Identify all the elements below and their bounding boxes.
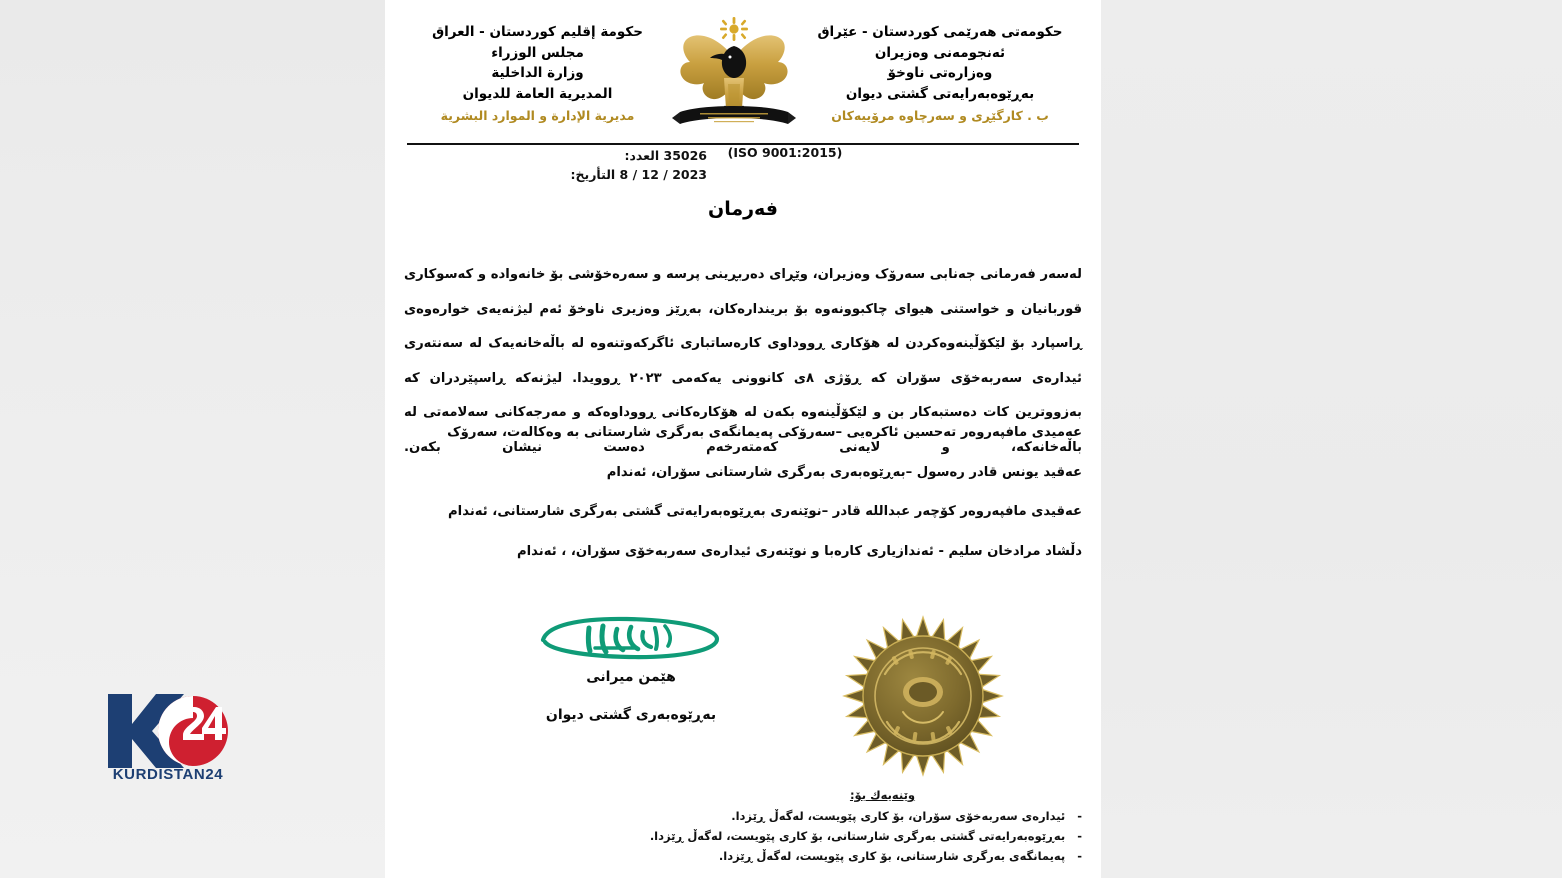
reference-number-label: العدد: <box>624 148 660 163</box>
distribution-item-text: پەیمانگەی بەرگری شارستانی، بۆ کاری پێویست، لەگەڵ ڕێزدا. <box>718 849 1066 864</box>
committee-member-3: عەقیدی مافپەروەر کۆچەر عبدالله قادر –نوێنەری بەڕێوەبەرایەتی گشتی بەرگری شارستانی، ئەندام <box>448 504 1082 519</box>
letterhead-ar-line-4: المديرية العامة للديوان <box>462 85 613 102</box>
signature-block <box>491 612 771 723</box>
handwritten-signature-icon <box>491 612 771 667</box>
letterhead-ku-line-3: وەزارەتی ناوخۆ <box>887 65 993 82</box>
reference-number-value: 35026 <box>663 148 707 163</box>
distribution-item <box>649 826 1090 846</box>
distribution-list <box>649 788 1090 866</box>
distribution-items <box>649 806 1090 866</box>
letterhead <box>385 8 1101 140</box>
distribution-item-text: ئیدارەی سەربەخۆی سۆران، بۆ کاری پێویست، لەگەڵ ڕێزدا. <box>731 809 1066 823</box>
letterhead-ar-department: مديرية الإدارة و الموارد البشرية <box>440 108 635 124</box>
letterhead-kurdish-column <box>810 22 1070 125</box>
svg-text:KURDISTAN24: KURDISTAN24 <box>112 766 224 782</box>
iso-certification-label: (ISO 9001:2015) <box>727 145 843 160</box>
kurdistan24-logo <box>98 684 238 782</box>
body-paragraph-1: لەسەر فەرمانی جەنابی سەرۆک وەزیران، وێڕای دەربڕینی پرسە و سەرەخۆشی بۆ خانەوادە و کەسوکاری قوربانیان و خواستنی هیوای چاکبوونەوە بۆ بریندارەکان، بەڕێز وەزیری ناوخۆ ئەم لیژنەیەی خوارەوەی ڕاسپارد بۆ لێکۆڵینەوەکردن لە هۆکاری ڕووداوی کارەساتباری ئاگرکەوتنەوە لە باڵەخانەیەک لە سەنتەری ئیدارەی سەربەخۆی سۆران کە ڕۆژی ٨ی کانوونی یەکەمی ٢٠٢٣ ڕوویدا. لیژنەکە ڕاسپێردران کە بەزووترین کات دەستبەکار بن و لێکۆڵینەوە بکەن لە هۆکارەکانی ڕووداوەکە و مەرجەکانی سەلامەتی لە باڵەخانەکە، و لایەنی کەمتەرخەم دەست نیشان بکەن. <box>404 267 1082 455</box>
reference-date-label: التأريخ: <box>570 167 616 183</box>
list-dash-marker: - <box>1077 829 1082 844</box>
list-dash-marker: - <box>1077 809 1082 823</box>
committee-member-4: دڵشاد مرادخان سلیم - ئەندازیاری کارەبا و نوێنەری ئیدارەی سەربەخۆی سۆران، ، ئەندام <box>516 543 1082 559</box>
committee-members-list <box>404 425 1082 583</box>
committee-member-2: عەقید یونس قادر رەسول –بەڕێوەبەری بەرگری شارستانی سۆران، ئەندام <box>606 464 1082 480</box>
distribution-item <box>675 846 1090 866</box>
signatory-role: بەڕێوەبەری گشتی دیوان <box>545 707 717 723</box>
letterhead-ku-line-4: بەڕێوەبەرایەتی گشتی دیوان <box>845 85 1035 102</box>
signatory-name: هێمن میرانی <box>586 669 676 685</box>
distribution-title: وێنەیەك بۆ: <box>849 788 916 802</box>
letterhead-ku-department: ب . کارگێڕی و سەرچاوە مرۆییەکان <box>831 108 1049 124</box>
letterhead-ar-line-1: حكومة إقليم كوردستان - العراق <box>432 24 643 40</box>
letterhead-ar-line-2: مجلس الوزراء <box>491 44 584 61</box>
viewer-right-backdrop <box>1101 0 1562 878</box>
letterhead-arabic-column <box>415 22 660 125</box>
letterhead-ku-line-1: حکومەتی هەرێمی کوردستان - عێراق <box>817 24 1063 40</box>
letterhead-ar-line-3: وزارة الداخلية <box>491 65 584 82</box>
committee-member-1: عەمیدی مافپەروەر تەحسین ئاکرەیی –سەرۆکی پەیمانگەی بەرگری شارستانی بە وەکالەت، سەرۆک <box>447 425 1082 440</box>
distribution-item <box>675 806 1090 826</box>
document-page <box>385 0 1101 878</box>
letterhead-ku-line-2: ئەنجومەنی وەزیران <box>874 44 1006 61</box>
gold-embossed-seal-icon <box>837 612 1009 780</box>
document-title: فەرمان <box>707 198 779 220</box>
krg-eagle-emblem-icon <box>664 12 804 144</box>
reference-date-value: 2023 / 12 / 8 <box>619 167 707 183</box>
reference-date-row <box>477 165 727 184</box>
list-dash-marker: - <box>1077 849 1082 864</box>
distribution-item-text: بەڕێوەبەرایەتی گشتی بەرگری شارستانی، بۆ کاری پێویست، لەگەڵ ڕێزدا. <box>649 829 1066 844</box>
